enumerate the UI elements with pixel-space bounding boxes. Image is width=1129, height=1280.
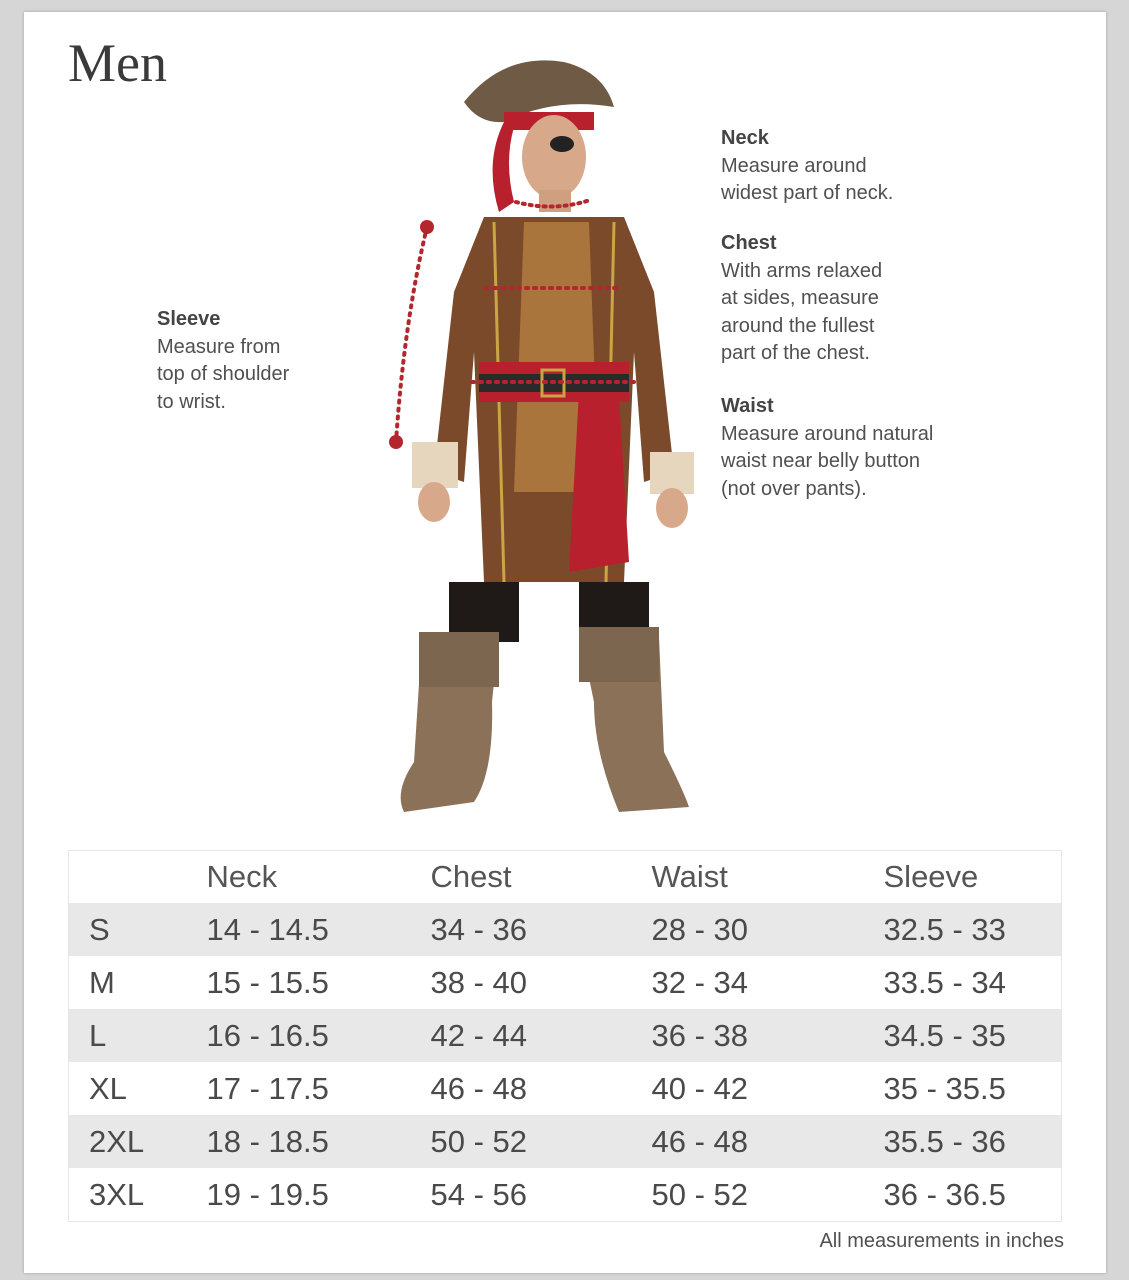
size-cell: M: [89, 964, 115, 1000]
header-chest: Chest: [430, 859, 512, 894]
neck-note-body: Measure around widest part of neck.: [721, 154, 894, 204]
header-sleeve: Sleeve: [883, 859, 979, 894]
sleeve-note-body: Measure from top of shoulder to wrist.: [157, 335, 290, 413]
waist-cell: 50 - 52: [651, 1176, 749, 1212]
sleeve-note-heading: Sleeve: [157, 308, 221, 330]
page-title: Men: [68, 33, 167, 93]
sleeve-cell: 32.5 - 33: [883, 911, 1006, 947]
neck-cell: 15 - 15.5: [206, 964, 329, 1000]
chest-cell: 42 - 44: [430, 1017, 528, 1053]
header-waist: Waist: [651, 859, 728, 894]
size-cell: 3XL: [89, 1176, 145, 1212]
size-table: [68, 850, 1062, 1222]
waist-cell: 40 - 42: [651, 1070, 749, 1106]
neck-cell: 19 - 19.5: [206, 1176, 329, 1212]
table-row: [69, 1115, 1062, 1168]
chest-note-body: With arms relaxed at sides, measure around the fullest part of the chest.: [721, 259, 883, 364]
table-row: [69, 1168, 1062, 1222]
size-chart-card: [24, 12, 1106, 1273]
header-size: [69, 851, 207, 904]
size-cell: S: [89, 911, 110, 947]
sleeve-cell: 33.5 - 34: [883, 964, 1006, 1000]
sleeve-cell: 35.5 - 36: [883, 1123, 1006, 1159]
waist-cell: 36 - 38: [651, 1017, 749, 1053]
waist-note: [721, 393, 933, 503]
table-header-row: [69, 851, 1062, 904]
neck-note: [721, 125, 893, 208]
neck-note-heading: Neck: [721, 127, 769, 149]
neck-cell: 17 - 17.5: [206, 1070, 329, 1106]
chest-cell: 54 - 56: [430, 1176, 528, 1212]
waist-note-body: Measure around natural waist near belly button (not over pants).: [721, 422, 934, 500]
chest-note: [721, 230, 882, 368]
waist-cell: 28 - 30: [651, 911, 749, 947]
neck-cell: 16 - 16.5: [206, 1017, 329, 1053]
chest-note-heading: Chest: [721, 232, 777, 254]
sleeve-note: [157, 306, 289, 416]
header-neck: Neck: [206, 859, 278, 894]
neck-cell: 14 - 14.5: [206, 911, 329, 947]
chest-cell: 46 - 48: [430, 1070, 528, 1106]
sleeve-cell: 36 - 36.5: [883, 1176, 1006, 1212]
neck-cell: 18 - 18.5: [206, 1123, 329, 1159]
measurement-unit-note: All measurements in inches: [819, 1230, 1064, 1252]
chest-cell: 34 - 36: [430, 911, 528, 947]
table-row: [69, 1009, 1062, 1062]
costume-figure-illustration: [354, 52, 694, 822]
table-row: [69, 903, 1062, 956]
table-row: [69, 1062, 1062, 1115]
waist-note-heading: Waist: [721, 395, 774, 417]
table-row: [69, 956, 1062, 1009]
size-cell: L: [89, 1017, 107, 1053]
waist-cell: 32 - 34: [651, 964, 749, 1000]
sleeve-cell: 35 - 35.5: [883, 1070, 1006, 1106]
chest-cell: 50 - 52: [430, 1123, 528, 1159]
size-cell: 2XL: [89, 1123, 145, 1159]
size-cell: XL: [89, 1070, 127, 1106]
sleeve-cell: 34.5 - 35: [883, 1017, 1006, 1053]
waist-cell: 46 - 48: [651, 1123, 749, 1159]
chest-cell: 38 - 40: [430, 964, 528, 1000]
